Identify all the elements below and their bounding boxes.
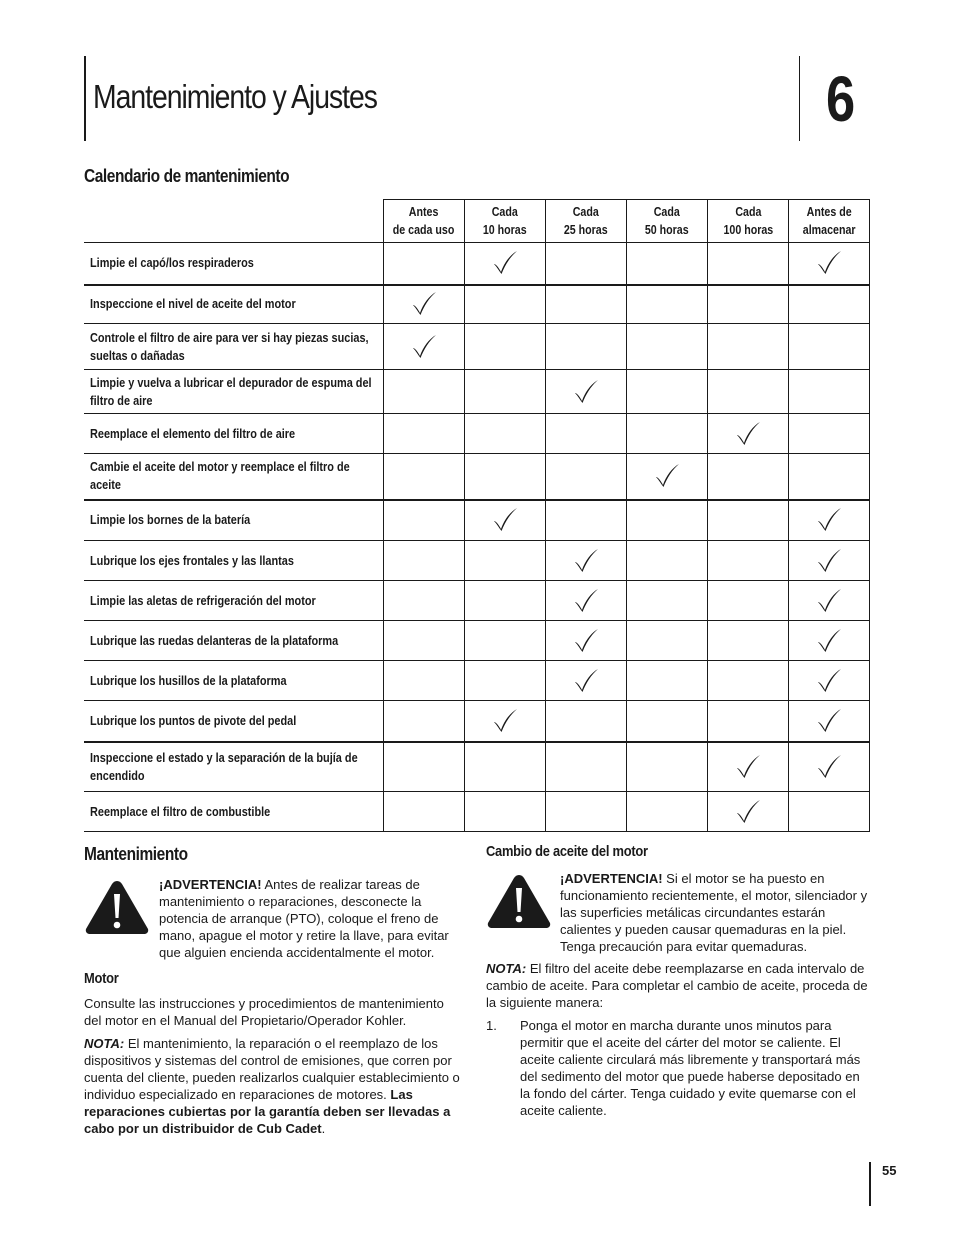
task-cell: Reemplace el filtro de combustible [84,792,383,832]
schedule-cell [707,792,788,832]
check-icon [490,506,520,534]
schedule-cell [383,742,464,792]
oil-change-warning: ¡ADVERTENCIA! Si el motor se ha puesto en funcionamiento recientemente, el motor, silenciador y las superficies metálicas circundantes estarán calientes y pueden causar quemaduras en la piel. Tenga precaución para evitar quemaduras. [560,871,868,954]
schedule-cell [626,414,707,454]
warning-icon [84,878,150,936]
schedule-cell [545,243,626,285]
task-cell: Reemplace el elemento del filtro de aire [84,414,383,454]
check-icon [409,290,439,318]
schedule-cell [707,243,788,285]
header-left-rule [84,56,86,141]
schedule-cell [383,370,464,414]
task-cell: Limpie las aletas de refrigeración del motor [84,581,383,621]
table-row [84,324,870,370]
schedule-cell [788,414,869,454]
schedule-cell [707,701,788,742]
schedule-cell [626,285,707,324]
chapter-title: Mantenimiento y Ajustes [93,78,377,115]
schedule-cell [788,621,869,661]
check-icon [814,249,844,277]
table-row [84,500,870,541]
schedule-cell [545,742,626,792]
schedule-cell [707,414,788,454]
schedule-cell [383,500,464,541]
table-header-blank [84,200,383,243]
task-cell: Limpie y vuelva a lubricar el depurador de espuma del filtro de aire [84,370,383,414]
schedule-cell [788,454,869,500]
check-icon [733,798,763,826]
schedule-cell [383,621,464,661]
schedule-cell [464,541,545,581]
schedule-cell [383,285,464,324]
task-cell: Inspeccione el nivel de aceite del motor [84,285,383,324]
table-row [84,285,870,324]
oil-change-note: NOTA: El filtro del aceite debe reemplazarse en cada intervalo de cambio de aceite. Para completar el cambio de aceite, proceda de la siguiente manera: [486,961,868,1010]
schedule-cell [707,500,788,541]
schedule-cell [383,454,464,500]
maintenance-schedule-table [84,199,870,832]
schedule-cell [545,370,626,414]
column-header: Cada 25 horas [545,200,626,243]
schedule-cell [545,500,626,541]
schedule-cell [464,581,545,621]
schedule-cell [626,541,707,581]
check-icon [571,627,601,655]
schedule-cell [383,324,464,370]
schedule-cell [545,324,626,370]
column-header: Cada 50 horas [626,200,707,243]
schedule-cell [383,661,464,701]
chapter-number: 6 [826,63,854,135]
table-row [84,454,870,500]
schedule-cell [545,701,626,742]
schedule-cell [788,285,869,324]
check-icon [733,420,763,448]
schedule-cell [545,285,626,324]
check-icon [409,333,439,361]
schedule-cell [788,581,869,621]
schedule-cell [383,541,464,581]
check-icon [652,462,682,490]
step-number: 1. [486,1018,497,1033]
schedule-cell [707,370,788,414]
maintenance-warning: ¡ADVERTENCIA! Antes de realizar tareas de mantenimiento o reparaciones, desconecte la potencia de arranque (PTO), coloque el freno de mano, apague el motor y retire la llave, para evitar que alguien encienda accidentalmente el motor. [159,877,449,960]
task-cell: Lubrique los puntos de pivote del pedal [84,701,383,742]
schedule-cell [464,414,545,454]
check-icon [814,627,844,655]
schedule-cell [707,621,788,661]
schedule-cell [383,792,464,832]
schedule-cell [464,324,545,370]
schedule-cell [464,243,545,285]
motor-text: Consulte las instrucciones y procedimientos de mantenimiento del motor en el Manual del Propietario/Operador Kohler. [84,996,444,1028]
schedule-cell [626,581,707,621]
column-header: Antes de cada uso [383,200,464,243]
table-row [84,621,870,661]
column-header: Antes de almacenar [788,200,869,243]
schedule-cell [788,243,869,285]
task-cell: Limpie los bornes de la batería [84,500,383,541]
check-icon [571,587,601,615]
check-icon [571,378,601,406]
task-cell: Lubrique los husillos de la plataforma [84,661,383,701]
schedule-cell [626,742,707,792]
schedule-cell [626,661,707,701]
schedule-title: Calendario de mantenimiento [84,166,290,186]
table-row [84,701,870,742]
schedule-cell [626,701,707,742]
table-row [84,370,870,414]
schedule-cell [383,243,464,285]
schedule-cell [464,370,545,414]
schedule-cell [464,792,545,832]
schedule-cell [707,324,788,370]
schedule-cell [383,581,464,621]
schedule-cell [707,454,788,500]
table-row [84,243,870,285]
schedule-cell [626,792,707,832]
task-cell: Limpie el capó/los respiraderos [84,243,383,285]
schedule-cell [545,454,626,500]
schedule-cell [788,792,869,832]
schedule-cell [464,742,545,792]
schedule-cell [707,581,788,621]
schedule-cell [545,621,626,661]
task-cell: Cambie el aceite del motor y reemplace el filtro de aceite [84,454,383,500]
column-header: Cada 100 horas [707,200,788,243]
schedule-cell [788,701,869,742]
page-number: 55 [882,1163,897,1178]
motor-heading: Motor [84,970,119,987]
schedule-cell [626,621,707,661]
check-icon [814,707,844,735]
schedule-cell [707,285,788,324]
check-icon [814,587,844,615]
check-icon [490,249,520,277]
check-icon [571,667,601,695]
schedule-cell [383,414,464,454]
oil-change-title: Cambio de aceite del motor [486,843,648,860]
step-text: Ponga el motor en marcha durante unos minutos para permitir que el aceite del cárter del motor se caliente. El aceite caliente circulará más libremente y transportará más del sedimento del motor que puede haberse depositado en la fondo del cárter. Tenga cuidado y evite quemarse con el aceite caliente. [520,1018,861,1118]
check-icon [814,547,844,575]
table-row [84,792,870,832]
schedule-cell [464,661,545,701]
schedule-cell [464,285,545,324]
schedule-cell [545,661,626,701]
task-cell: Inspeccione el estado y la separación de la bujía de encendido [84,742,383,792]
table-header-row [84,200,870,243]
schedule-cell [626,454,707,500]
schedule-cell [788,500,869,541]
schedule-cell [626,370,707,414]
schedule-cell [626,500,707,541]
header-right-rule [799,56,800,141]
schedule-cell [626,243,707,285]
oil-change-step [486,1017,872,1127]
check-icon [814,753,844,781]
warning-icon [486,872,552,930]
table-row [84,581,870,621]
schedule-cell [788,661,869,701]
column-header: Cada 10 horas [464,200,545,243]
task-cell: Controle el filtro de aire para ver si hay piezas sucias, sueltas o dañadas [84,324,383,370]
table-row [84,661,870,701]
schedule-cell [464,454,545,500]
schedule-cell [464,621,545,661]
schedule-cell [545,541,626,581]
check-icon [733,753,763,781]
maintenance-title: Mantenimiento [84,844,188,864]
schedule-cell [464,701,545,742]
maintenance-note: NOTA: El mantenimiento, la reparación o el reemplazo de los dispositivos y sistemas del control de emisiones, que corren por cuenta del cliente, pueden realizarlos cualquier establecimiento o individuo especializado en reparaciones de motores. Las reparaciones cubiertas por la garantía deben ser llevadas a cabo por un distribuidor de Cub Cadet. [84,1036,460,1136]
check-icon [814,506,844,534]
schedule-cell [788,324,869,370]
schedule-cell [464,500,545,541]
table-row [84,414,870,454]
schedule-cell [707,742,788,792]
page-number-rule [869,1162,871,1206]
schedule-cell [545,581,626,621]
schedule-cell [788,541,869,581]
schedule-cell [545,414,626,454]
table-row [84,541,870,581]
table-row [84,742,870,792]
check-icon [490,707,520,735]
schedule-cell [707,661,788,701]
schedule-cell [626,324,707,370]
schedule-cell [788,742,869,792]
task-cell: Lubrique las ruedas delanteras de la plataforma [84,621,383,661]
schedule-cell [707,541,788,581]
schedule-cell [545,792,626,832]
schedule-cell [383,701,464,742]
check-icon [571,547,601,575]
schedule-cell [788,370,869,414]
check-icon [814,667,844,695]
task-cell: Lubrique los ejes frontales y las llantas [84,541,383,581]
